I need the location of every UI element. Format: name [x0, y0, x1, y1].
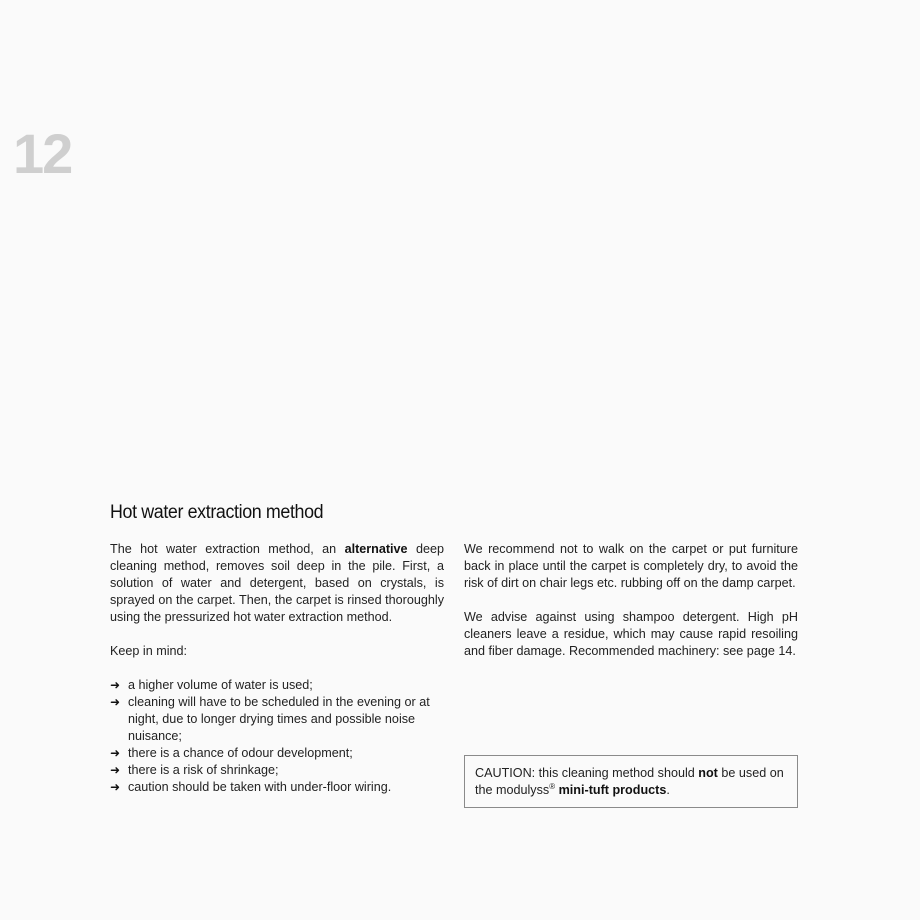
- list-item: [110, 779, 444, 796]
- list-item: [110, 745, 444, 762]
- list-item-text: cleaning will have to be scheduled in the evening or at night, due to longer drying times and possible noise nuisance;: [128, 695, 430, 743]
- arrow-right-icon: ➜: [110, 695, 121, 709]
- caution-text-middle: be used on the modulyss: [475, 766, 784, 797]
- section-title: Hot water extraction method: [110, 502, 324, 523]
- keep-in-mind-label: Keep in mind:: [110, 644, 188, 658]
- caution-bold-not: not: [698, 766, 718, 780]
- list-item-text: a higher volume of water is used;: [128, 678, 313, 692]
- list-item: [110, 694, 444, 745]
- caution-text-start: CAUTION: this cleaning method should: [475, 766, 699, 780]
- right-column: [464, 541, 798, 677]
- list-item-text: there is a risk of shrinkage;: [128, 763, 279, 777]
- page-number: 12: [13, 122, 72, 185]
- arrow-right-icon: ➜: [110, 746, 121, 760]
- arrow-right-icon: ➜: [110, 780, 121, 794]
- list-item: [110, 762, 444, 779]
- left-column: [110, 541, 444, 796]
- arrow-right-icon: ➜: [110, 763, 121, 777]
- intro-paragraph: [110, 541, 444, 626]
- list-item-text: caution should be taken with under-floor wiring.: [128, 780, 392, 794]
- arrow-right-icon: ➜: [110, 678, 121, 692]
- registered-mark: ®: [549, 782, 556, 791]
- caution-text-end: .: [666, 783, 670, 797]
- intro-bold-alternative: alternative: [344, 542, 408, 556]
- intro-text-start: The hot water extraction method, an: [110, 542, 345, 556]
- considerations-list: [110, 677, 444, 796]
- list-item: [110, 677, 444, 694]
- caution-box: [464, 755, 798, 808]
- caution-bold-product: mini-tuft products: [558, 783, 667, 797]
- intro-text-end: deep cleaning method, removes soil deep in the pile. First, a solution of water and detergent, based on crystals, is sprayed on the carpet. Then, the carpet is rinsed thoroughly using the pressurized hot water extraction method.: [110, 542, 444, 624]
- drying-paragraph: We recommend not to walk on the carpet or put furniture back in place until the carpet is completely dry, to avoid the risk of dirt on chair legs etc. rubbing off on the damp carpet.: [464, 542, 798, 590]
- shampoo-paragraph: We advise against using shampoo detergent. High pH cleaners leave a residue, which may cause rapid resoiling and fiber damage. Recommended machinery: see page 14.: [464, 610, 798, 658]
- list-item-text: there is a chance of odour development;: [128, 746, 353, 760]
